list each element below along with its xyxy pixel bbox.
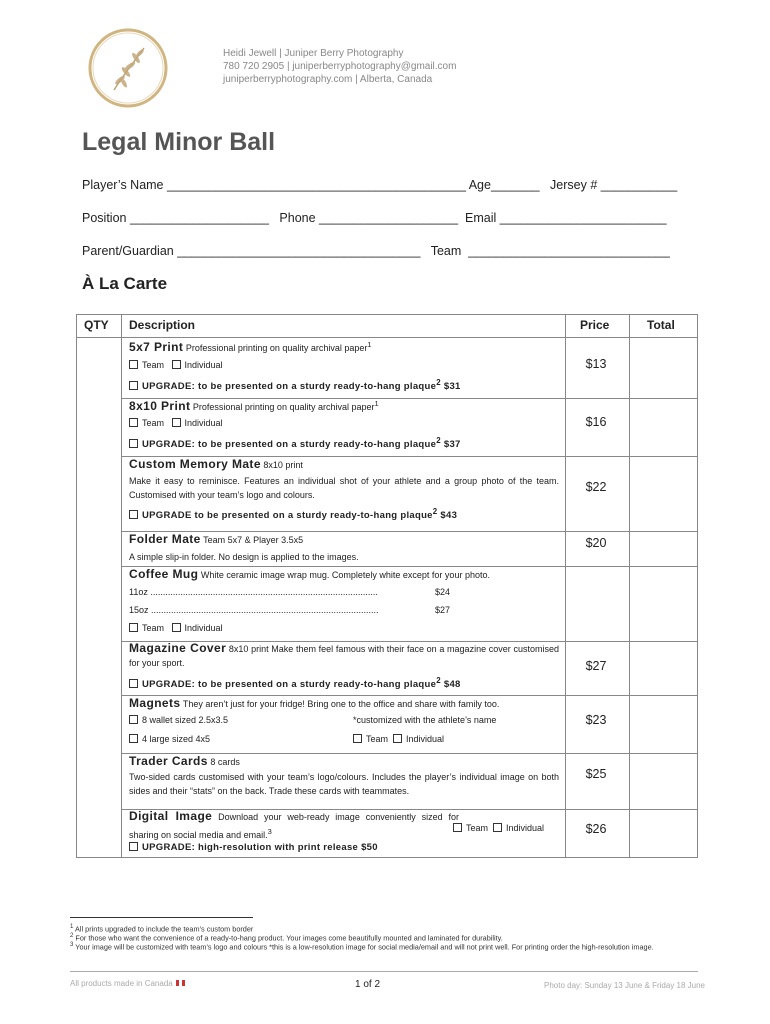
- mug-15oz-option: 15oz ...........................................................................................: [129, 605, 379, 615]
- option-team-label: Team: [142, 360, 165, 370]
- magnets-note: *customized with the athlete’s name: [353, 715, 497, 725]
- table-header-border: [76, 337, 698, 338]
- upgrade-price: $50: [361, 842, 378, 853]
- item-name: Custom Memory Mate: [129, 457, 261, 471]
- item-title: [129, 340, 372, 354]
- item-name: Magazine Cover: [129, 641, 227, 655]
- individual-checkbox[interactable]: [172, 360, 181, 369]
- upgrade-label: UPGRADE: to be presented on a sturdy ready-to-hang plaque: [142, 439, 437, 451]
- order-table: [76, 314, 698, 858]
- upgrade-label: UPGRADE to be presented on a sturdy ready-to-hang plaque: [142, 510, 433, 522]
- option-team-label: Team: [366, 734, 389, 744]
- option-individual-label: Individual: [184, 360, 223, 370]
- item-name: 8x10 Print: [129, 399, 191, 413]
- upgrade-price: $31: [443, 381, 461, 393]
- canada-flag-icon: [176, 980, 185, 986]
- footnote-ref: 1: [367, 340, 372, 349]
- footnote-ref: 1: [374, 399, 379, 408]
- business-name: Heidi Jewell | Juniper Berry Photography: [223, 48, 404, 59]
- item-price: $26: [585, 822, 607, 836]
- wallet-size-checkbox[interactable]: [129, 715, 138, 724]
- item-name: Coffee Mug: [129, 567, 199, 581]
- upgrade-checkbox[interactable]: [129, 381, 138, 390]
- price-header: Price: [580, 318, 610, 332]
- option-team-label: Team: [142, 623, 165, 633]
- upgrade-price: $48: [443, 679, 461, 691]
- team-checkbox[interactable]: [453, 823, 462, 832]
- individual-checkbox[interactable]: [393, 734, 402, 743]
- upgrade-price: $43: [440, 510, 458, 522]
- item-description: Two-sided cards customised with your team’s logo/colours. Includes the player’s individual image on both sides and their “stats” on the back. Trade these cards with teammates.: [129, 772, 559, 796]
- upgrade-checkbox[interactable]: [129, 842, 138, 851]
- footnote-3: $^3$ Your image will be customized with team’s logo and colours *this is a low-resolution image for social media/email and will not print well. For printing order the high-resolution image.: [70, 941, 654, 952]
- option-individual-label: Individual: [406, 734, 445, 744]
- mug-11oz-option: 11oz ...........................................................................................: [129, 587, 378, 597]
- option-individual-label: Individual: [506, 823, 545, 833]
- footnote-divider: [70, 917, 253, 918]
- footnote-1: $^1$ All prints upgraded to include the team’s custom border: [70, 923, 254, 934]
- individual-checkbox[interactable]: [172, 418, 181, 427]
- footnote-ref: 2: [436, 436, 441, 445]
- upgrade-checkbox[interactable]: [129, 439, 138, 448]
- item-subtitle: 8x10 print: [263, 460, 303, 470]
- mug-11oz-price: $24: [435, 587, 451, 597]
- option-individual-label: Individual: [184, 418, 223, 428]
- parent-team-fields[interactable]: Parent/Guardian ___________________________________ Team _____________________________: [82, 244, 670, 258]
- table-bottom-border: [76, 857, 698, 858]
- large-size-label: 4 large sized 4x5: [142, 734, 211, 744]
- item-price: $25: [585, 767, 607, 781]
- item-subtitle: Team 5x7 & Player 3.5x5: [203, 535, 304, 545]
- total-column-divider: [629, 314, 630, 858]
- qty-header: QTY: [84, 318, 109, 332]
- table-right-border: [697, 314, 698, 858]
- item-subtitle: White ceramic image wrap mug. Completely white except for your photo.: [200, 570, 490, 580]
- option-individual-label: Individual: [184, 623, 223, 633]
- form-title: Legal Minor Ball: [82, 128, 276, 156]
- footnote-ref: 2: [436, 378, 441, 387]
- item-subtitle: 8 cards: [210, 757, 240, 767]
- upgrade-label: UPGRADE: to be presented on a sturdy ready-to-hang plaque: [142, 381, 437, 393]
- item-name: 5x7 Print: [129, 340, 184, 354]
- team-checkbox[interactable]: [129, 418, 138, 427]
- page-number: 1 of 2: [355, 979, 381, 990]
- item-name: Magnets: [129, 696, 181, 710]
- item-subtitle: Professional printing on quality archival paper: [185, 343, 368, 353]
- item-price: $22: [585, 480, 607, 494]
- business-contact-info: [223, 47, 456, 86]
- upgrade-label: UPGRADE: high-resolution with print release: [142, 842, 359, 853]
- item-price: $16: [585, 415, 607, 429]
- team-checkbox[interactable]: [129, 360, 138, 369]
- upgrade-price: $37: [443, 439, 461, 451]
- option-team-label: Team: [142, 418, 165, 428]
- player-name-age-jersey-fields[interactable]: Player’s Name ___________________________________________ Age_______ Jersey # ___________: [82, 178, 678, 192]
- upgrade-label: UPGRADE: to be presented on a sturdy ready-to-hang plaque: [142, 679, 437, 691]
- section-title: À La Carte: [82, 274, 168, 293]
- footnote-ref: 3: [267, 826, 272, 836]
- team-checkbox[interactable]: [129, 623, 138, 632]
- item-subtitle: 8x10 print Make them feel famous with their face on a magazine cover customised for your sport.: [129, 644, 559, 668]
- individual-checkbox[interactable]: [172, 623, 181, 632]
- large-size-checkbox[interactable]: [129, 734, 138, 743]
- footer-divider: [70, 971, 698, 972]
- item-subtitle: They aren’t just for your fridge! Bring one to the office and share with family too.: [182, 699, 500, 709]
- item-price: $23: [585, 713, 607, 727]
- item-name: Folder Mate: [129, 532, 201, 546]
- logo-wreath-icon: [86, 26, 170, 110]
- item-subtitle: Download your web-ready image conveniently sized for sharing on social media and email.: [129, 812, 459, 840]
- business-website-location: juniperberryphotography.com | Alberta, Canada: [223, 74, 433, 85]
- mug-15oz-price: $27: [435, 605, 451, 615]
- row-divider: [629, 641, 698, 642]
- table-left-border: [76, 314, 77, 858]
- business-phone-email: 780 720 2905 | juniperberryphotography@gmail.com: [223, 61, 457, 72]
- position-phone-email-fields[interactable]: Position ____________________ Phone ____________________ Email ________________________: [82, 211, 667, 225]
- wallet-size-label: 8 wallet sized 2.5x3.5: [142, 715, 229, 725]
- total-header: Total: [647, 318, 675, 332]
- upgrade-checkbox[interactable]: [129, 679, 138, 688]
- item-name: Trader Cards: [129, 754, 208, 768]
- photo-day-note: Photo day: Sunday 13 June & Friday 18 June: [544, 981, 705, 990]
- footnote-2: $^2$ For those who want the convenience of a ready-to-hang product. Your images come beautifully mounted and laminated for durability.: [70, 932, 503, 943]
- item-description: A simple slip-in folder. No design is applied to the images.: [129, 552, 359, 562]
- description-header: Description: [129, 318, 196, 332]
- item-price: $20: [585, 536, 607, 550]
- item-name: Digital Image: [129, 809, 213, 823]
- made-in-canada-note: All products made in Canada: [70, 979, 185, 988]
- table-top-border: [76, 314, 698, 315]
- item-subtitle: Professional printing on quality archival paper: [192, 402, 375, 412]
- item-price: $13: [585, 357, 607, 371]
- item-description: Make it easy to reminisce. Features an individual shot of your athlete and a group photo of the team. Customised with your team’s logo and colours.: [129, 476, 559, 500]
- item-price: $27: [585, 659, 607, 673]
- option-team-label: Team: [466, 823, 489, 833]
- footnote-ref: 2: [432, 507, 438, 516]
- upgrade-checkbox[interactable]: [129, 510, 138, 519]
- team-checkbox[interactable]: [353, 734, 362, 743]
- footnote-ref: 2: [436, 676, 441, 685]
- individual-checkbox[interactable]: [493, 823, 502, 832]
- qty-column-divider: [121, 314, 122, 858]
